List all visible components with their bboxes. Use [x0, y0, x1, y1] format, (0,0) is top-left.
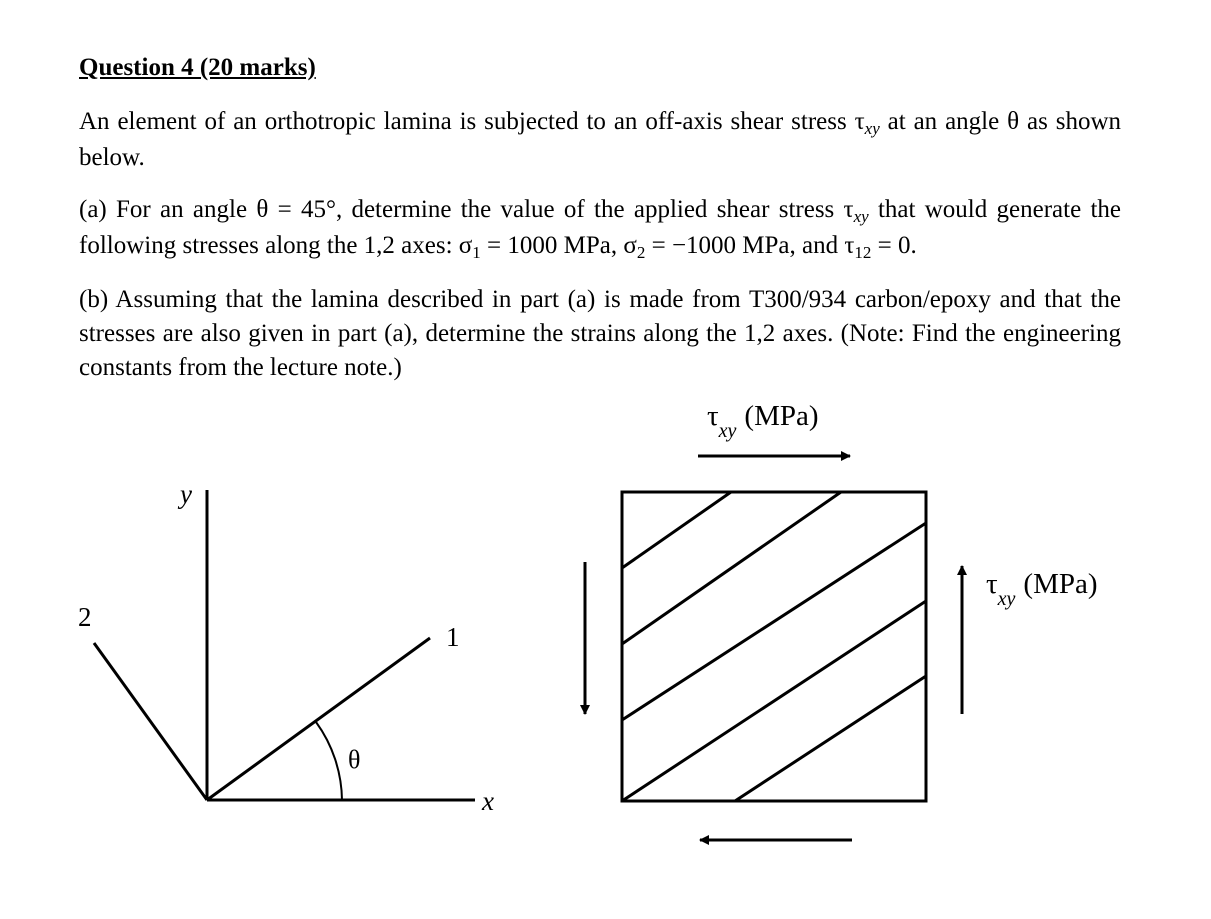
y-axis-label: y [180, 479, 192, 509]
intro-subscript: xy [864, 119, 880, 138]
tau-symbol: τ [986, 568, 998, 600]
right-shear-label [986, 568, 1098, 610]
intro-text-1: An element of an orthotropic lamina is subjected to an off-axis shear stress τ [79, 108, 865, 135]
part-a-sub-1: xy [853, 207, 869, 226]
axis-2 [94, 643, 207, 800]
unit-label: (MPa) [744, 400, 819, 432]
part-a-text-2: that would generate the following stresses along the 1,2 axes: σ [79, 196, 1121, 259]
axis-2-label: 2 [78, 602, 92, 632]
top-shear-label [707, 400, 819, 442]
part-a-sub-2: 1 [472, 243, 481, 262]
fiber-line [622, 523, 926, 720]
lamina-element [585, 400, 1098, 840]
fiber-line [622, 492, 841, 644]
intro-text-2: at an angle θ as shown below. [79, 108, 1121, 171]
unit-label: (MPa) [1023, 568, 1098, 600]
part-a-sub-3: 2 [636, 243, 646, 262]
theta-label: θ [348, 745, 361, 774]
x-axis-label: x [482, 786, 494, 816]
fiber-line [735, 676, 926, 801]
axis-1 [207, 638, 430, 800]
tau-symbol: τ [707, 400, 719, 432]
part-b-paragraph: (b) Assuming that the lamina described in part (a) is made from T300/934 carbon/epoxy and that the stresses are also given in part (a), determine the strains along the 1,2 axes. (Note: Find the engineering constants from the lecture note.) [79, 286, 1121, 381]
part-a-text-4: = −1000 MPa, and τ [645, 232, 855, 259]
axis-1-label: 1 [446, 622, 460, 652]
question-title: Question 4 (20 marks) [79, 54, 316, 81]
axes-diagram [78, 479, 494, 816]
part-a-text-5: = 0. [871, 232, 917, 259]
tau-subscript: xy [997, 588, 1016, 610]
tau-subscript: xy [718, 420, 737, 442]
part-a-text-1: (a) For an angle θ = 45°, determine the value of the applied shear stress τ [79, 196, 854, 223]
fiber-line [622, 601, 926, 801]
theta-arc [316, 722, 342, 800]
part-a-text-3: = 1000 MPa, σ [480, 232, 637, 259]
part-a-sub-4: 12 [854, 243, 872, 262]
fiber-line [622, 492, 731, 568]
